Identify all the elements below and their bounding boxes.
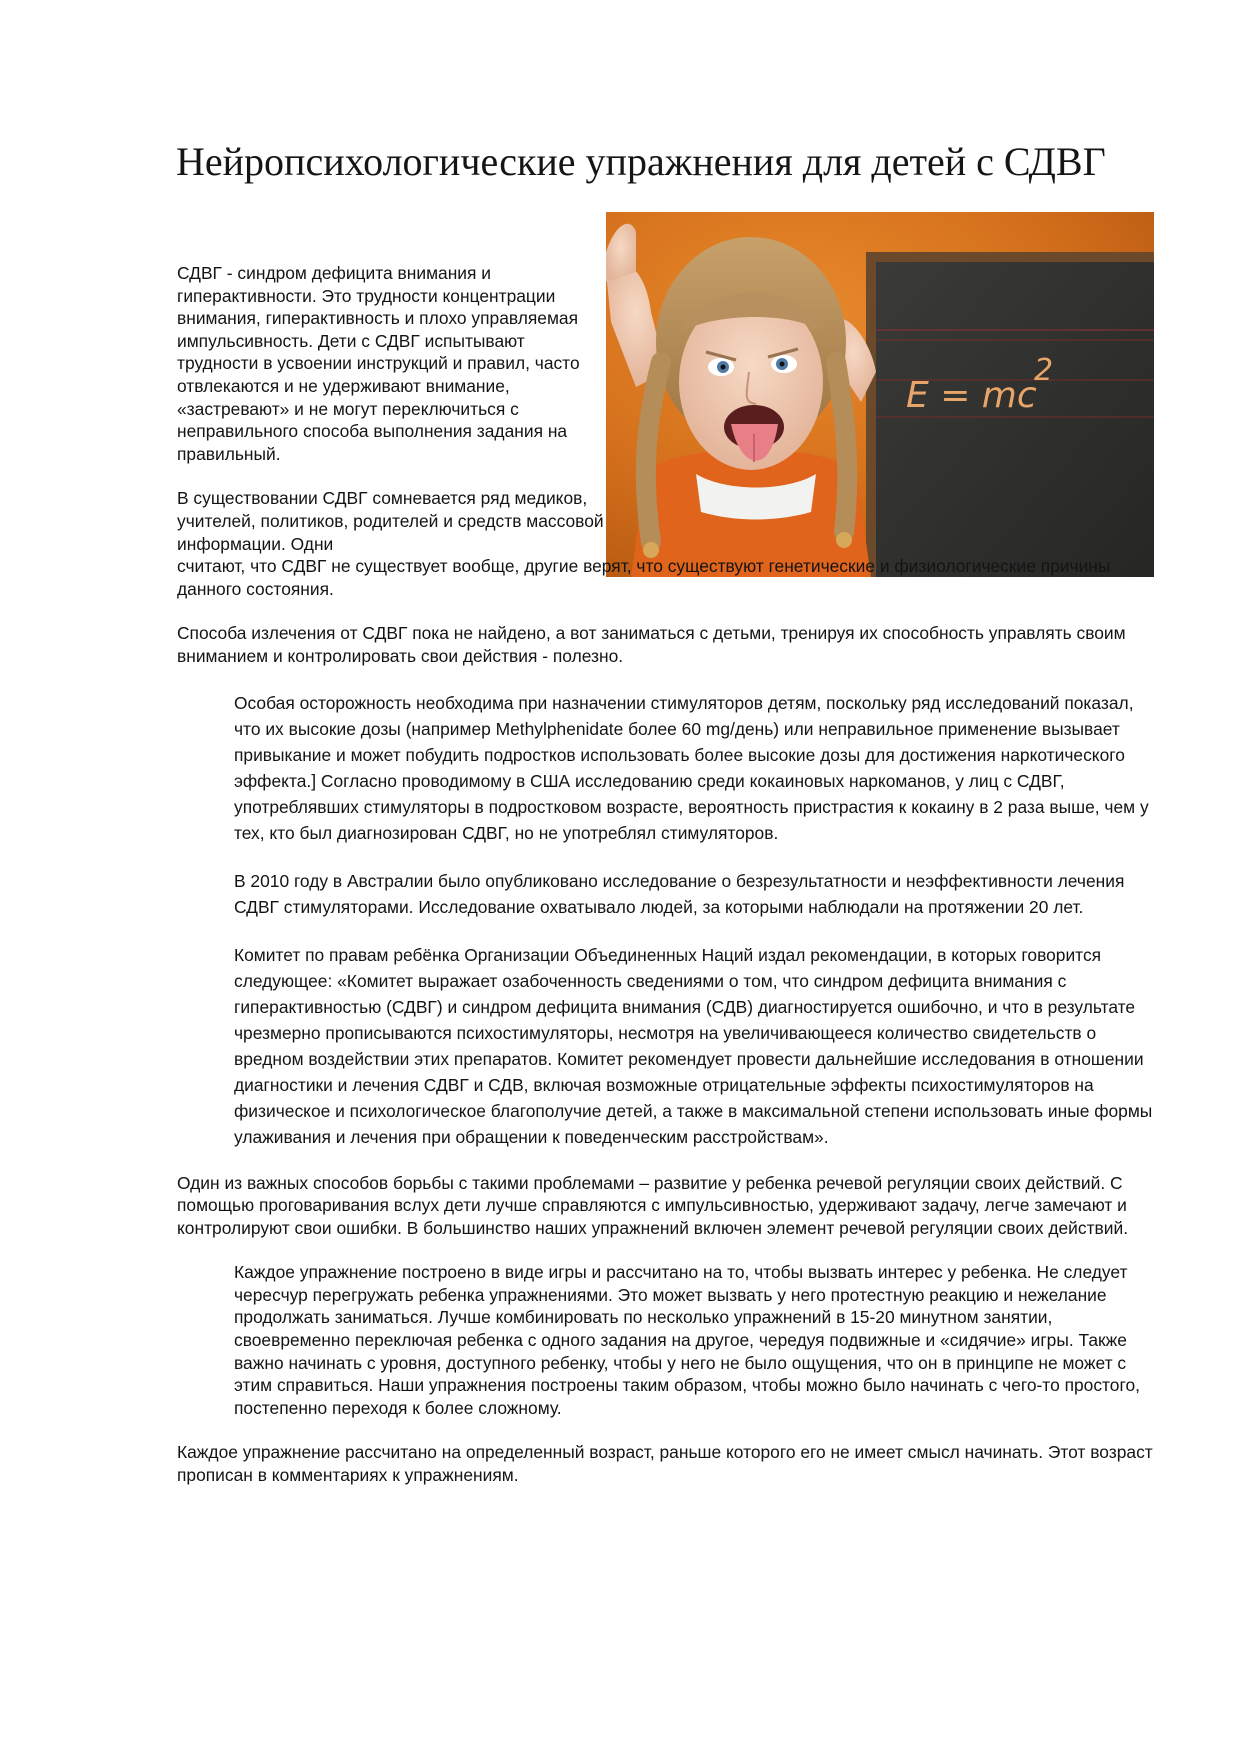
formula-exponent: 2: [1034, 353, 1054, 388]
age-paragraph: Каждое упражнение рассчитано на определенный возраст, раньше которого его не имеет смысл начинать. Этот возраст прописан в комментариях к упражнениям.: [177, 1442, 1153, 1486]
un-committee-quote: Комитет по правам ребёнка Организации Объединенных Наций издал рекомендации, в которых говорится следующее: «Комитет выражает озабоченность сведениями о том, что синдром дефицита внимания с гиперактивностью (СДВГ) и синдром дефицита внимания (СДВ) диагностируется ошибочно, и что в результате чрезмерно прописываются психостимуляторы, несмотря на увеличивающееся количество свидетельств о вредном воздействии этих препаратов. Комитет рекомендует провести дальнейшие исследования в отношении диагностики и лечения СДВГ и СДВ, включая возможные отрицательные эффекты психостимуляторов на физическое и психологическое благополучие детей, а также в максимальной степени использовать иные формы улаживания и лечения при обращении к поведенческим расстройствам».: [234, 944, 1153, 1147]
skeptics-paragraph-end: считают, что СДВГ не существует вообще, другие верят, что существуют генетические и физиологические причины данного состояния.: [177, 556, 1111, 599]
intro-paragraph: СДВГ - синдром дефицита внимания и гиперактивности. Это трудности концентрации внимания, гиперактивность и плохо управляемая импульсивность. Дети с СДВГ испытывают трудности в усвоении инструкций и правил, часто отвлекаются и не удерживают внимание, «застревают» и не могут переключиться с неправильного способа выполнения задания на правильный.: [177, 263, 580, 464]
formula-text: E = mc: [906, 375, 1037, 416]
australia-study-quote: В 2010 году в Австралии было опубликовано исследование о безрезультатности и неэффективности лечения СДВГ стимуляторами. Исследование охватывало людей, за которыми наблюдали на протяжении 20 лет.: [234, 870, 1125, 917]
treatment-paragraph: Способа излечения от СДВГ пока не найдено, а вот заниматься с детьми, тренируя их способность управлять своим вниманием и контролировать свои действия - полезно.: [177, 623, 1126, 666]
stimulants-quote: Особая осторожность необходима при назначении стимуляторов детям, поскольку ряд исследований показал, что их высокие дозы (например Methylphenidate более 60 mg/день) или неправильное применение вызывает привыкание и может побудить подростков использовать более высокие дозы для достижения наркотического эффекта.] Согласно проводимому в США исследованию среди кокаиновых наркоманов, у лиц с СДВГ, употреблявших стимуляторы в подростковом возрасте, вероятность пристрастия к кокаину в 2 раза выше, чем у тех, кто был диагнозирован СДВГ, но не употреблял стимуляторов.: [234, 692, 1149, 843]
exercise-game-quote: Каждое упражнение построено в виде игры и рассчитано на то, чтобы вызвать интерес у ребенка. Не следует чересчур перегружать ребенка упражнениями. Это может вызвать у него протестную реакцию и нежелание продолжать заниматься. Лучше комбинировать по несколько упражнений в 15-20 минутном занятии, своевременно переключая ребенка с одного задания на другое, чередуя подвижные и «сидячие» игры. Также важно начинать с уровня, доступного ребенку, чтобы у него не было ощущения, что он в принципе не может с этим справиться. Наши упражнения построены таким образом, чтобы можно было начинать с чего-то простого, постепенно переходя к более сложному.: [234, 1262, 1140, 1418]
skeptics-paragraph-start: В существовании СДВГ сомневается ряд медиков, учителей, политиков, родителей и средств массовой информации. Одни: [177, 488, 604, 554]
page-title: Нейропсихологические упражнения для детей с СДВГ: [176, 139, 1106, 184]
article-body: [177, 262, 1157, 1509]
speech-regulation-paragraph: Один из важных способов борьбы с такими проблемами – развитие у ребенка речевой регуляции своих действий. С помощью проговаривания вслух дети лучше справляются с импульсивностью, удерживают задачу, легче замечают и контролируют свои ошибки. В большинство наших упражнений включен элемент речевой регуляции своих действий.: [177, 1172, 1129, 1238]
